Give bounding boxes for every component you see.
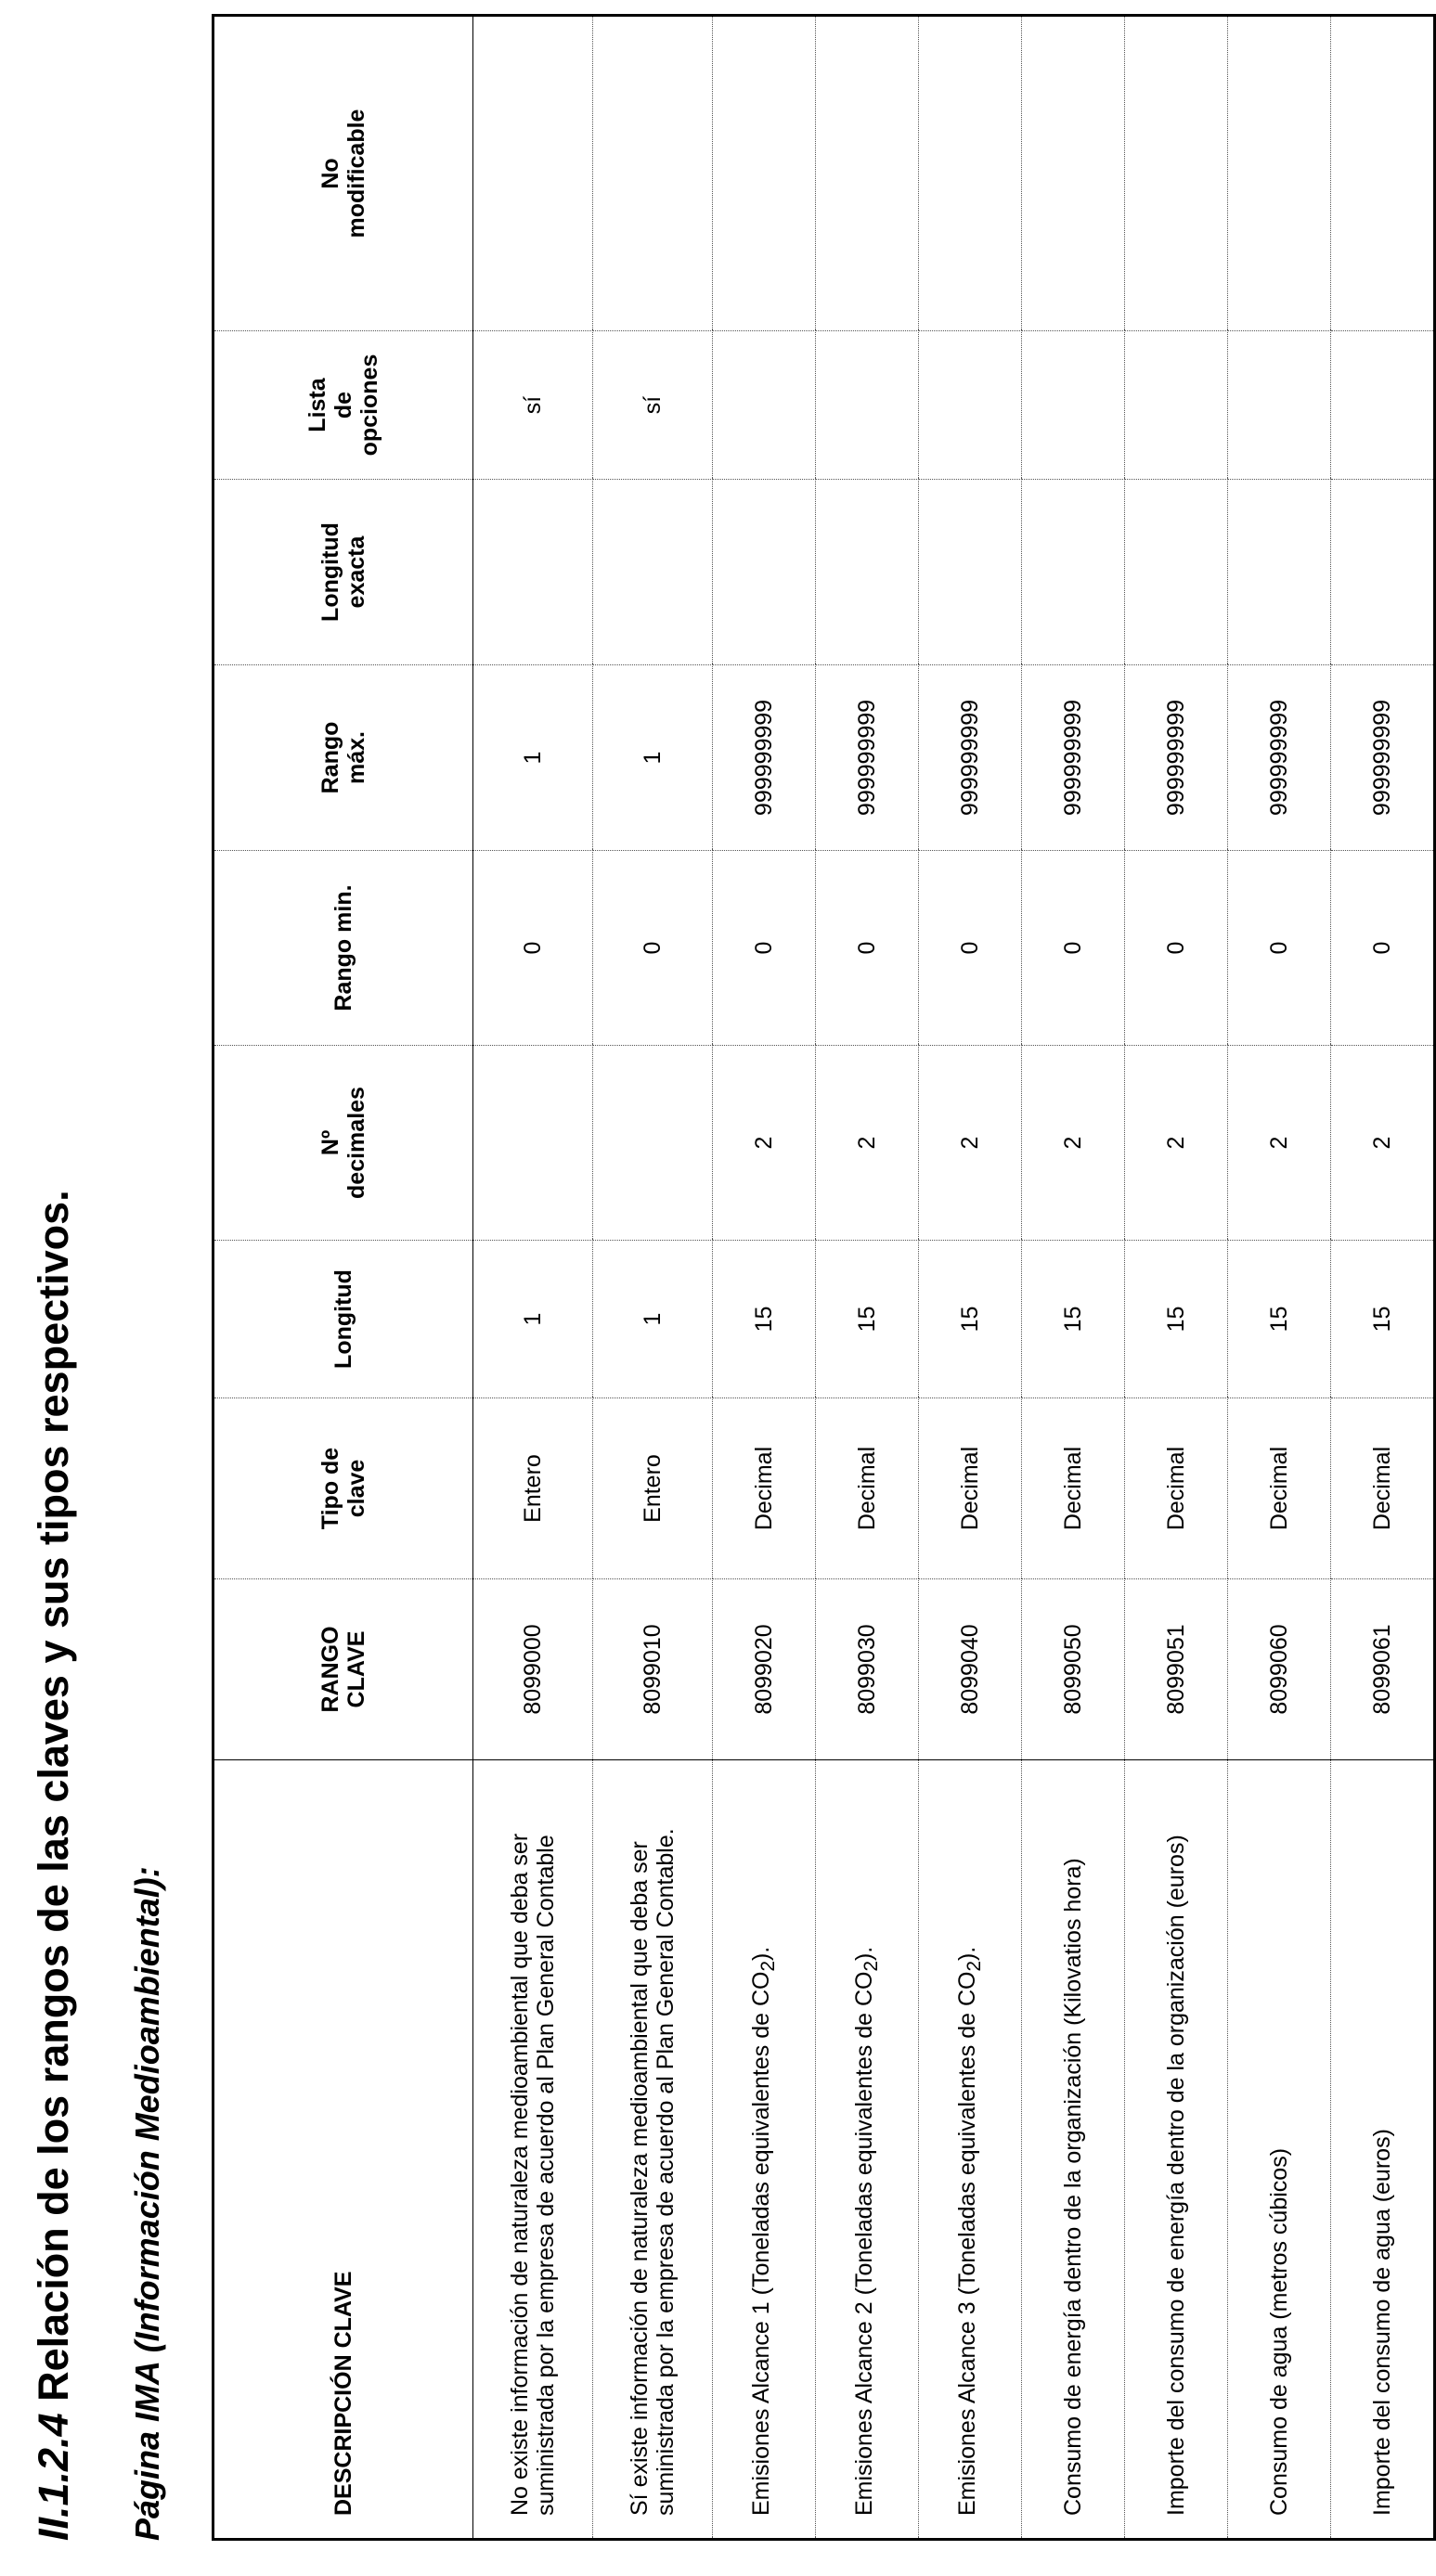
cell-lista-opciones <box>1125 331 1228 480</box>
cell-longitud: 1 <box>473 1241 593 1398</box>
table-row <box>473 16 593 2540</box>
cell-rango-min: 0 <box>1022 851 1125 1046</box>
cell-rango-min: 0 <box>816 851 919 1046</box>
cell-longitud-exacta <box>919 480 1022 665</box>
cell-longitud: 15 <box>1125 1241 1228 1398</box>
cell-lista-opciones: sí <box>593 331 713 480</box>
cell-rango-max: 999999999 <box>713 665 816 851</box>
cell-rango-max: 1 <box>473 665 593 851</box>
cell-lista-opciones <box>919 331 1022 480</box>
cell-descripcion: Sí existe información de naturaleza medioambiental que deba ser suministrada por la empresa de acuerdo al Plan General Contable. <box>593 1760 713 2540</box>
table-row <box>816 16 919 2540</box>
header-longitud: Longitud <box>213 1241 473 1398</box>
cell-rango-min: 0 <box>713 851 816 1046</box>
cell-tipo: Decimal <box>1022 1398 1125 1579</box>
header-tipo-clave: Tipo de clave <box>213 1398 473 1579</box>
page-subheading: Página IMA (Información Medioambiental): <box>128 1866 166 2541</box>
cell-no-modificable <box>1228 16 1331 331</box>
cell-clave: 8099040 <box>919 1579 1022 1760</box>
cell-tipo: Decimal <box>713 1398 816 1579</box>
cell-longitud-exacta <box>1228 480 1331 665</box>
cell-tipo: Decimal <box>1228 1398 1331 1579</box>
cell-longitud-exacta <box>816 480 919 665</box>
header-rango-min: Rango min. <box>213 851 473 1046</box>
cell-rango-min: 0 <box>919 851 1022 1046</box>
header-longitud-exacta: Longitud exacta <box>213 480 473 665</box>
cell-no-modificable <box>1022 16 1125 331</box>
cell-longitud-exacta <box>1331 480 1435 665</box>
cell-lista-opciones <box>1022 331 1125 480</box>
cell-decimales: 2 <box>919 1046 1022 1241</box>
cell-decimales: 2 <box>1331 1046 1435 1241</box>
table-row <box>1125 16 1228 2540</box>
cell-rango-min: 0 <box>593 851 713 1046</box>
cell-tipo: Decimal <box>816 1398 919 1579</box>
table-row <box>593 16 713 2540</box>
cell-descripcion: Importe del consumo de energía dentro de la organización (euros) <box>1125 1760 1228 2540</box>
cell-descripcion: Consumo de agua (metros cúbicos) <box>1228 1760 1331 2540</box>
cell-decimales: 2 <box>713 1046 816 1241</box>
cell-lista-opciones: sí <box>473 331 593 480</box>
cell-tipo: Decimal <box>1331 1398 1435 1579</box>
cell-tipo: Decimal <box>1125 1398 1228 1579</box>
table-row <box>713 16 816 2540</box>
cell-rango-min: 0 <box>1228 851 1331 1046</box>
cell-no-modificable <box>1331 16 1435 331</box>
header-lista-opciones: Lista de opciones <box>213 331 473 480</box>
cell-no-modificable <box>473 16 593 331</box>
cell-rango-max: 999999999 <box>1228 665 1331 851</box>
cell-longitud: 15 <box>816 1241 919 1398</box>
cell-decimales: 2 <box>1228 1046 1331 1241</box>
cell-longitud-exacta <box>713 480 816 665</box>
cell-longitud-exacta <box>593 480 713 665</box>
cell-longitud: 15 <box>1228 1241 1331 1398</box>
cell-descripcion: Emisiones Alcance 3 (Toneladas equivalentes de $CO_2$). <box>919 1760 1022 2540</box>
section-title: Relación de los rangos de las claves y sus tipos respectivos. <box>30 1190 77 2402</box>
cell-clave: 8099050 <box>1022 1579 1125 1760</box>
cell-lista-opciones <box>1228 331 1331 480</box>
cell-rango-max: 999999999 <box>1022 665 1125 851</box>
cell-clave: 8099051 <box>1125 1579 1228 1760</box>
cell-tipo: Entero <box>473 1398 593 1579</box>
cell-no-modificable <box>593 16 713 331</box>
cell-longitud: 15 <box>1331 1241 1435 1398</box>
header-row <box>213 16 473 2540</box>
cell-decimales <box>593 1046 713 1241</box>
cell-clave: 8099000 <box>473 1579 593 1760</box>
section-number: II.1.2.4 <box>30 2413 77 2541</box>
cell-no-modificable <box>1125 16 1228 331</box>
cell-lista-opciones <box>1331 331 1435 480</box>
cell-longitud: 15 <box>1022 1241 1125 1398</box>
cell-tipo: Decimal <box>919 1398 1022 1579</box>
cell-clave: 8099061 <box>1331 1579 1435 1760</box>
cell-decimales: 2 <box>1022 1046 1125 1241</box>
cell-rango-max: 999999999 <box>1125 665 1228 851</box>
cell-longitud: 15 <box>919 1241 1022 1398</box>
cell-clave: 8099060 <box>1228 1579 1331 1760</box>
cell-clave: 8099010 <box>593 1579 713 1760</box>
table-row <box>919 16 1022 2540</box>
cell-clave: 8099020 <box>713 1579 816 1760</box>
cell-rango-max: 999999999 <box>1331 665 1435 851</box>
cell-rango-min: 0 <box>1331 851 1435 1046</box>
cell-longitud: 1 <box>593 1241 713 1398</box>
section-heading <box>30 1190 78 2541</box>
cell-rango-min: 0 <box>1125 851 1228 1046</box>
cell-decimales: 2 <box>1125 1046 1228 1241</box>
cell-rango-max: 999999999 <box>816 665 919 851</box>
table-row <box>1022 16 1125 2540</box>
cell-rango-max: 999999999 <box>919 665 1022 851</box>
cell-decimales <box>473 1046 593 1241</box>
cell-clave: 8099030 <box>816 1579 919 1760</box>
header-descripcion: DESCRIPCIÓN CLAVE <box>213 1760 473 2540</box>
cell-lista-opciones <box>713 331 816 480</box>
cell-lista-opciones <box>816 331 919 480</box>
cell-no-modificable <box>919 16 1022 331</box>
cell-rango-min: 0 <box>473 851 593 1046</box>
cell-no-modificable <box>816 16 919 331</box>
cell-descripcion: Emisiones Alcance 2 (Toneladas equivalentes de $CO_2$). <box>816 1760 919 2540</box>
cell-decimales: 2 <box>816 1046 919 1241</box>
cell-longitud-exacta <box>1022 480 1125 665</box>
header-rango-clave: RANGO CLAVE <box>213 1579 473 1760</box>
cell-rango-max: 1 <box>593 665 713 851</box>
cell-descripcion: Importe del consumo de agua (euros) <box>1331 1760 1435 2540</box>
cell-descripcion: Emisiones Alcance 1 (Toneladas equivalentes de $CO_2$). <box>713 1760 816 2540</box>
cell-descripcion: No existe información de naturaleza medioambiental que deba ser suministrada por la empresa de acuerdo al Plan General Contable <box>473 1760 593 2540</box>
header-rango-max: Rango máx. <box>213 665 473 851</box>
header-no-modificable: No modificable <box>213 16 473 331</box>
cell-longitud: 15 <box>713 1241 816 1398</box>
table-row <box>1228 16 1331 2540</box>
cell-longitud-exacta <box>1125 480 1228 665</box>
header-decimales: Nº decimales <box>213 1046 473 1241</box>
cell-descripcion: Consumo de energía dentro de la organización (Kilovatios hora) <box>1022 1760 1125 2540</box>
claves-table <box>212 14 1436 2541</box>
cell-longitud-exacta <box>473 480 593 665</box>
cell-tipo: Entero <box>593 1398 713 1579</box>
cell-no-modificable <box>713 16 816 331</box>
table-row <box>1331 16 1435 2540</box>
